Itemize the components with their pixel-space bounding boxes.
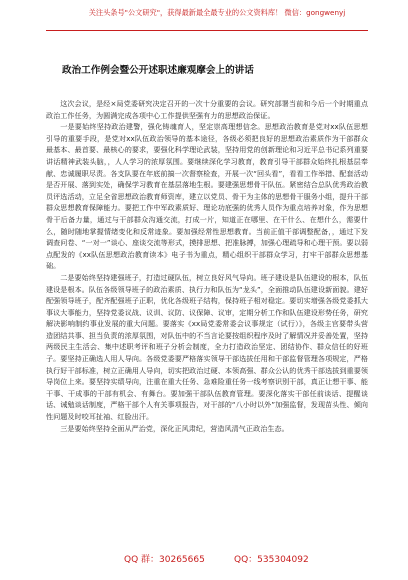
footer-contacts (46, 553, 368, 567)
promo-banner: 关注头条号"公文研究"，获得最新最全最专业的公文资料库！ 微信：gongwenyj (88, 8, 346, 17)
paragraph-political-building: 一是要始终坚持政治建警，强化铸魂育人，坚定崇高理想信念。思想政治教育是党对xx队伍思想引导的重要手段，是党对xx队伍政治领导的基本途径，各级必须把良好的思想政治素质作为干部群众最基本、最首要、最核心的要求，要强化科学理论武装，坚持用党的创新理论和习近平总书记系列重要讲话精神武装头脑，，人人学习的浓厚氛围。要继续深化学习教育，教育引导干部群众始终扎根基层奉献、忠诚履职尽责。各支队要在年底前搞一次督察检查，开展一次“回头看”，看看工作举措、配套活动是否开展、落到实处，确保学习教育在基层落地生根。要建强思想骨干队伍。紧密结合总队优秀政治教员评选活动，立足全省思想政治教育师资库，建立以党员、骨干为主体的思想骨干服务小组，提升干部群众思想教育保障能力。要把工作中军政素质好、理论功底强的优秀人员作为重点培养对象，作为思想骨干后备力量，通过与干部群众沟通交流，打成一片，知道正在哪里、在干什么、在想什么，需要什么，随时随地掌握情绪变化和反常迹象。要加强经常性思想教育。当前正值干部调整配备，，通过下发调查问卷、“一对一”谈心、座谈交流等形式，摸排思想、把准脉搏，加强心理疏导和心理干预。要以弱点配发的《xx队伍思想政治教育读本》电子书为重点，精心组织干部群众学习，打牢干部群众思想基础。 (46, 122, 368, 271)
banner-divider (46, 30, 368, 31)
document-body (46, 98, 368, 538)
document-title: 政治工作例会暨公开述职述廉观摩会上的讲话 (62, 65, 254, 76)
paragraph-party-discipline: 三是要始终坚持全面从严治党，深化正风肃纪，营造风清气正政治生态。 (60, 423, 289, 433)
qq-number: QQ：535304092 (234, 555, 309, 565)
qq-group-number: QQ 群：30265665 (124, 555, 205, 565)
paragraph-intro: 这次会议，是经×局党委研究决定召开的一次十分重要的会议。研究部署当前和今后一个时期重点政治工作任务，为圆满完成各项中心工作提供坚强有力的思想政治保证。 (46, 99, 368, 120)
paragraph-team-building: 二是要始终坚持建强班子，打造过硬队伍，树立良好风气导向。班子建设是队伍建设的根本，队伍建设是根本。队伍各级领导班子的政治素质、执行力和队伍为“龙头”，全面推动队伍建设新面貌。建好配强领导班子，配齐配强班子正职，优化各级班子结构，保持班子相对稳定。要切实增强各级党委抓大事议大事能力，坚持党委议战、议训、议防、议保障、议审，定期分析工作和队伍建设形势任务，研究解决影响制约事业发展的重大问题。要落实《xx局党委常委会议事规定（试行）》，各级主官要带头营造团结共事、担当负责的浓厚氛围，对队伍中的不当言论要按组织程序及时了解情况并妥善处置，坚持两级民主生活会、集中述职考评和班子分析会制度，全力打造政治坚定、团结协作、群众信任的好班子。要坚持正确选人用人导向。各级党委要严格落实领导干部选拔任用和干部监督管理各项规定，严格执行好干部标准，树立正确用人导向，切实把政治过硬、本领高强、群众公认的优秀干部选拔到重要领导岗位上来。要坚持实绩导向，注重在重大任务、急难险重任务一线考察识别干部，真正让想干事、能干事、干成事的干部有机会、有舞台。要加强干部队伍教育管理。要深化落实干部任前谈话、提醒谈话、诫勉谈话制度，严格干部个人有关事项报告，对干部的“八小时以外”加强监督，发现苗头性、倾向性问题及时咬耳扯袖、红脸出汗。 (46, 272, 368, 422)
